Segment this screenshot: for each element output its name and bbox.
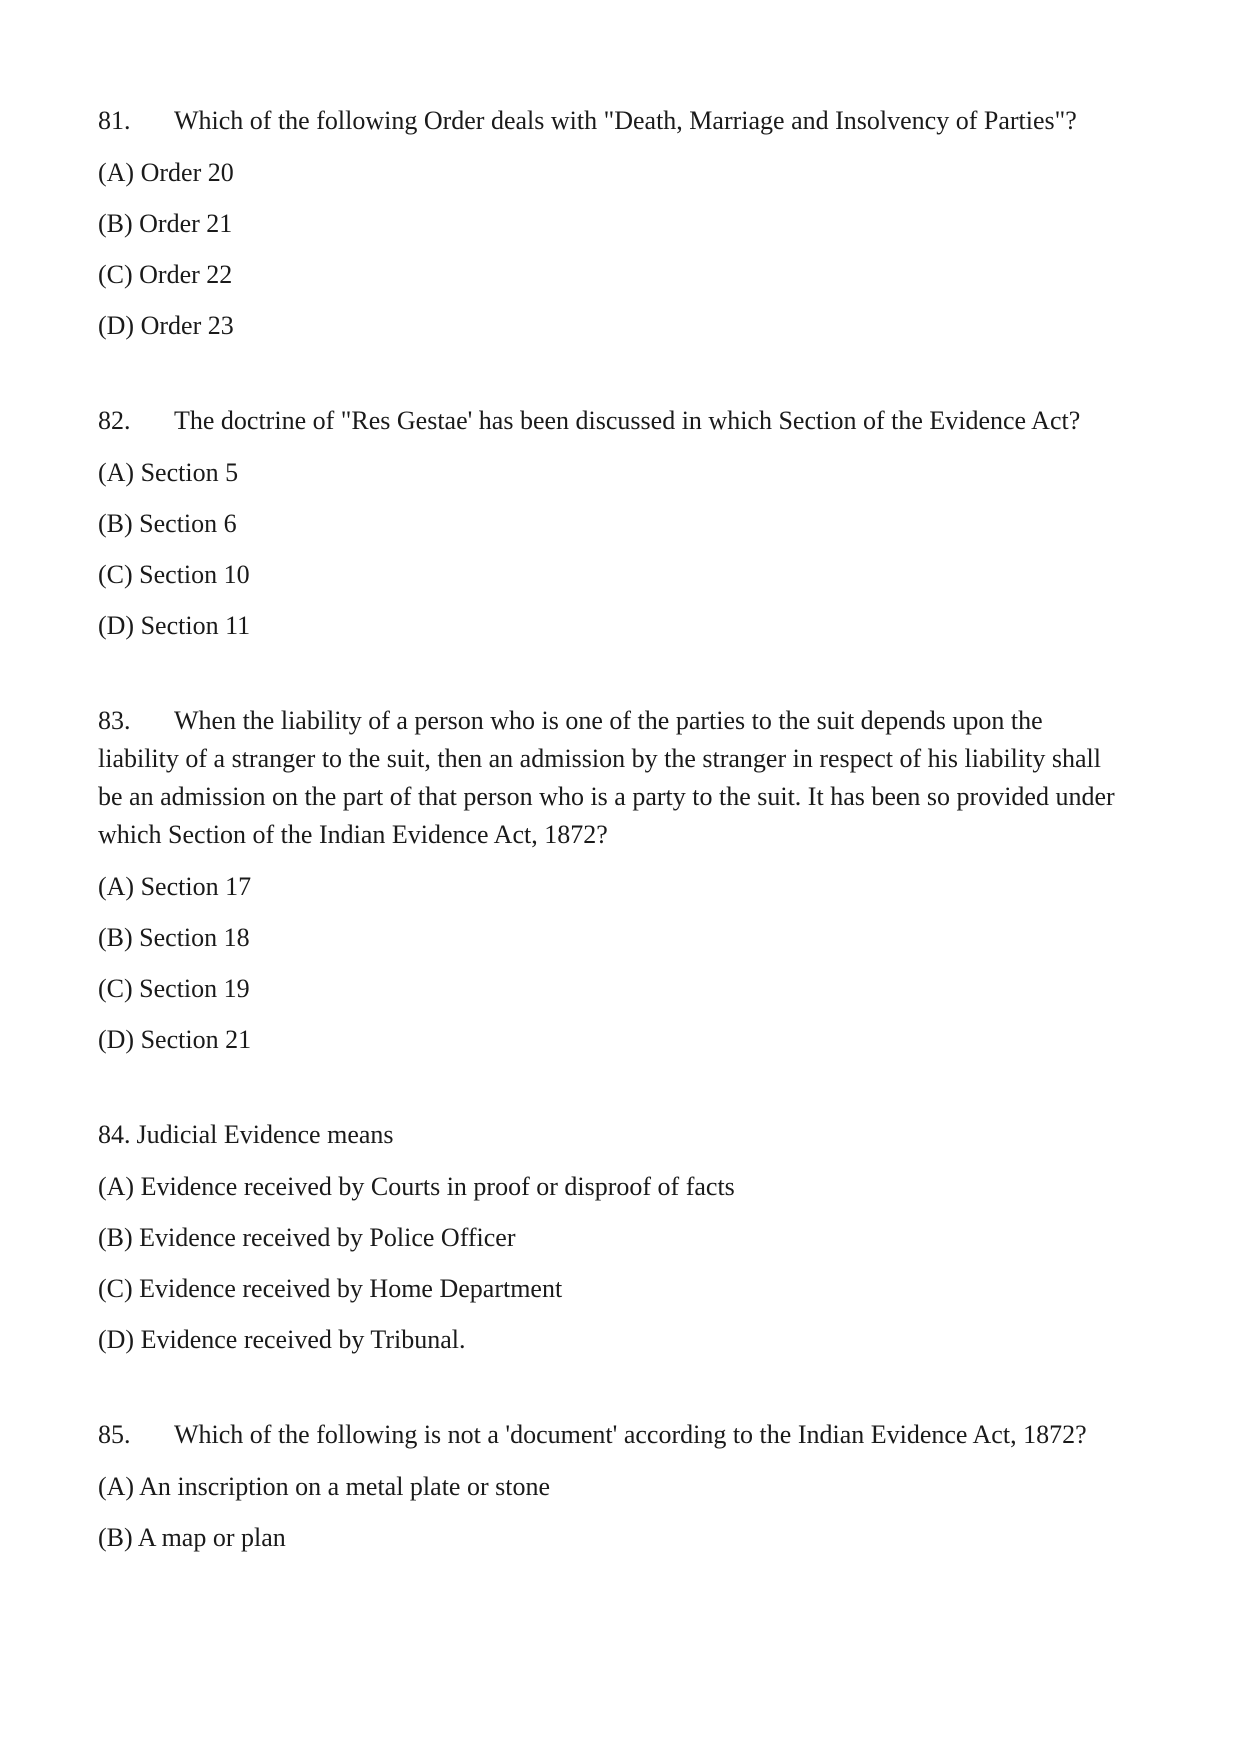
option-b: (B) Order 21: [98, 209, 233, 238]
question-84: [98, 1116, 1128, 1358]
question-number: 82.: [98, 406, 131, 435]
option-c: (C) Section 19: [98, 974, 250, 1003]
question-text: Which of the following Order deals with "Death, Marriage and Insolvency of Parties"?: [174, 106, 1077, 135]
option-b: (B) Section 6: [98, 509, 237, 538]
question-text: The doctrine of "Res Gestae' has been discussed in which Section of the Evidence Act?: [174, 406, 1081, 435]
question-number: 81.: [98, 106, 131, 135]
option-d: (D) Evidence received by Tribunal.: [98, 1325, 466, 1354]
option-b: (B) Section 18: [98, 923, 250, 952]
question-stem: [98, 1116, 1128, 1154]
option-b: (B) Evidence received by Police Officer: [98, 1223, 516, 1252]
question-text: Judicial Evidence means: [136, 1120, 394, 1149]
option-a: (A) Section 5: [98, 458, 239, 487]
option-a: (A) Evidence received by Courts in proof or disproof of facts: [98, 1172, 735, 1201]
question-stem: [98, 1416, 1128, 1454]
question-stem: [98, 102, 1128, 140]
question-83: [98, 702, 1128, 1058]
question-stem: [98, 402, 1128, 440]
question-text: When the liability of a person who is one of the parties to the suit depends upon the liability of a stranger to the suit, then an admission by the stranger in respect of his liability shall be an admission on the part of that person who is a party to the suit. It has been so provided under which Section of the Indian Evidence Act, 1872?: [98, 706, 1115, 849]
question-stem: [98, 702, 1128, 854]
option-a: (A) Section 17: [98, 872, 252, 901]
question-number: 84.: [98, 1120, 131, 1149]
question-81: [98, 102, 1128, 344]
question-85: [98, 1416, 1128, 1556]
option-d: (D) Section 11: [98, 611, 251, 640]
question-82: [98, 402, 1128, 644]
question-page: [98, 102, 1128, 1614]
option-a: (A) An inscription on a metal plate or stone: [98, 1472, 551, 1501]
option-c: (C) Order 22: [98, 260, 233, 289]
question-text: Which of the following is not a 'document' according to the Indian Evidence Act, 1872?: [174, 1420, 1087, 1449]
option-d: (D) Section 21: [98, 1025, 252, 1054]
option-a: (A) Order 20: [98, 158, 234, 187]
question-number: 83.: [98, 706, 131, 735]
option-c: (C) Evidence received by Home Department: [98, 1274, 563, 1303]
option-c: (C) Section 10: [98, 560, 250, 589]
option-d: (D) Order 23: [98, 311, 234, 340]
question-number: 85.: [98, 1420, 131, 1449]
option-b: (B) A map or plan: [98, 1523, 286, 1552]
